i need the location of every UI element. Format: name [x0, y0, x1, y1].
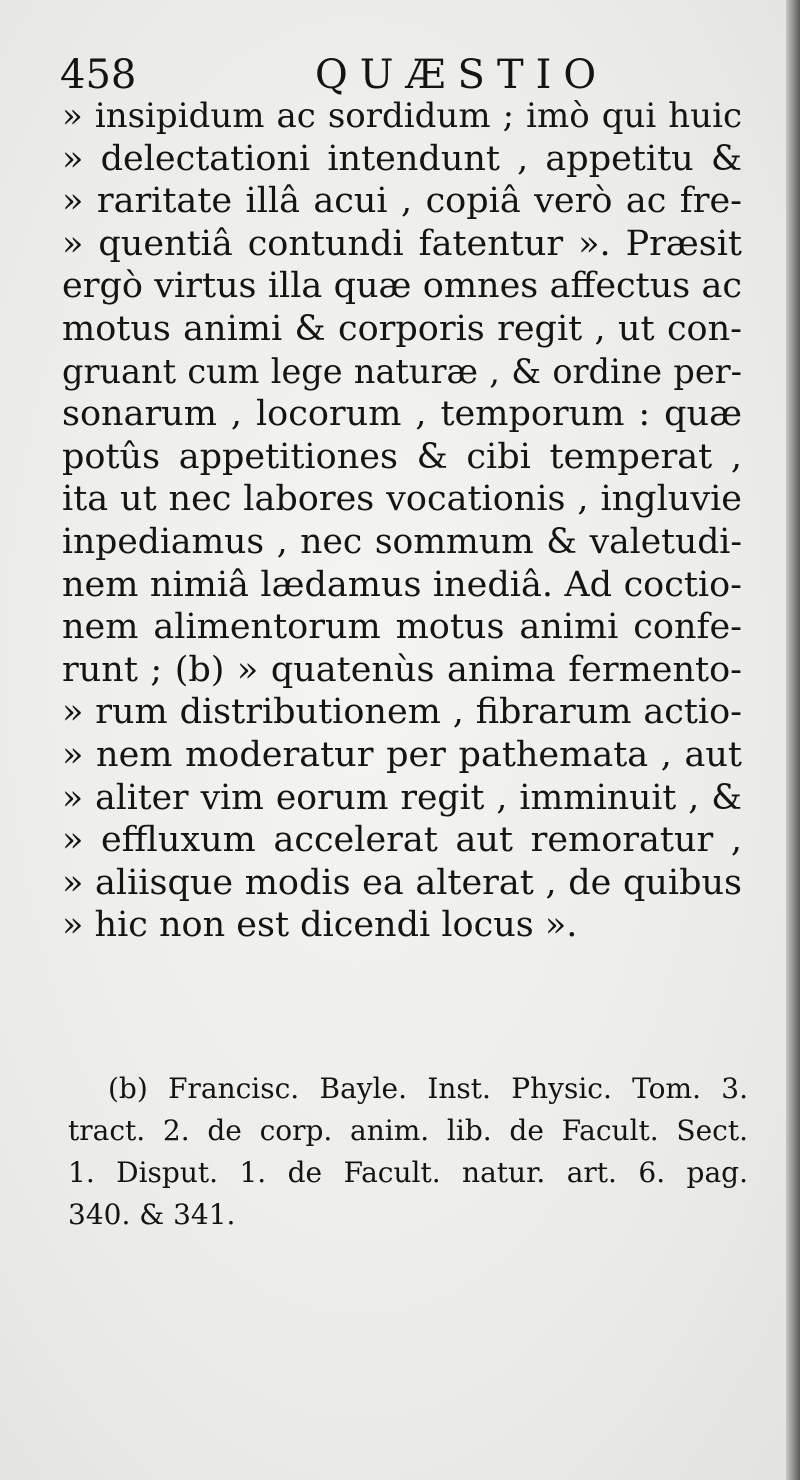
text-line: motus animi & corporis regit , ut con- — [62, 308, 742, 349]
page-header — [60, 50, 740, 100]
running-title: QUÆSTIO — [315, 52, 609, 98]
footnote-line: 340. & 341. — [68, 1198, 236, 1231]
text-line: nem alimentorum motus animi confe- — [62, 607, 742, 648]
text-line: nem nimiâ lædamus inediâ. Ad coctio- — [62, 564, 742, 605]
text-line: » hic non est dicendi locus ». — [62, 905, 578, 946]
text-line: » aliisque modis ea alterat , de quibus — [62, 862, 742, 903]
footnote-line: 1. Disput. 1. de Facult. natur. art. 6. pag. — [68, 1156, 748, 1189]
text-line: » insipidum ac sordidum ; imò qui huic — [62, 96, 742, 136]
text-line: » rum distributionem , fibrarum actio- — [62, 692, 742, 733]
text-line: ergò virtus illa quæ omnes affectus ac — [62, 266, 742, 307]
text-line: » nem moderatur per pathemata , aut — [62, 734, 742, 775]
page-number: 458 — [60, 52, 137, 98]
text-line: » quentiâ contundi fatentur ». Præsit — [62, 223, 742, 264]
text-line: » raritate illâ acui , copiâ verò ac fre- — [62, 181, 742, 222]
text-line: ita ut nec labores vocationis , ingluvie — [62, 479, 742, 520]
text-line: » effluxum accelerat aut remoratur , — [62, 820, 742, 861]
text-line: inpediamus , nec sommum & valetudi- — [62, 521, 742, 562]
text-line: potûs appetitiones & cibi temperat , — [62, 436, 742, 477]
text-line: gruant cum lege naturæ , & ordine per- — [62, 351, 742, 391]
footnote — [68, 1068, 748, 1236]
main-text — [62, 95, 742, 947]
footnote-line: tract. 2. de corp. anim. lib. de Facult. Sect. — [68, 1114, 748, 1147]
footnote-line: (b) Francisc. Bayle. Inst. Physic. Tom. 3. — [108, 1072, 748, 1105]
text-line: » aliter vim eorum regit , imminuit , & — [62, 777, 742, 818]
text-line: sonarum , locorum , temporum : quæ — [62, 394, 742, 435]
page-spine-shadow — [786, 0, 800, 1480]
text-line: runt ; (b) » quatenùs anima fermento- — [62, 649, 742, 690]
text-line: » delectationi intendunt , appetitu & — [62, 138, 742, 179]
